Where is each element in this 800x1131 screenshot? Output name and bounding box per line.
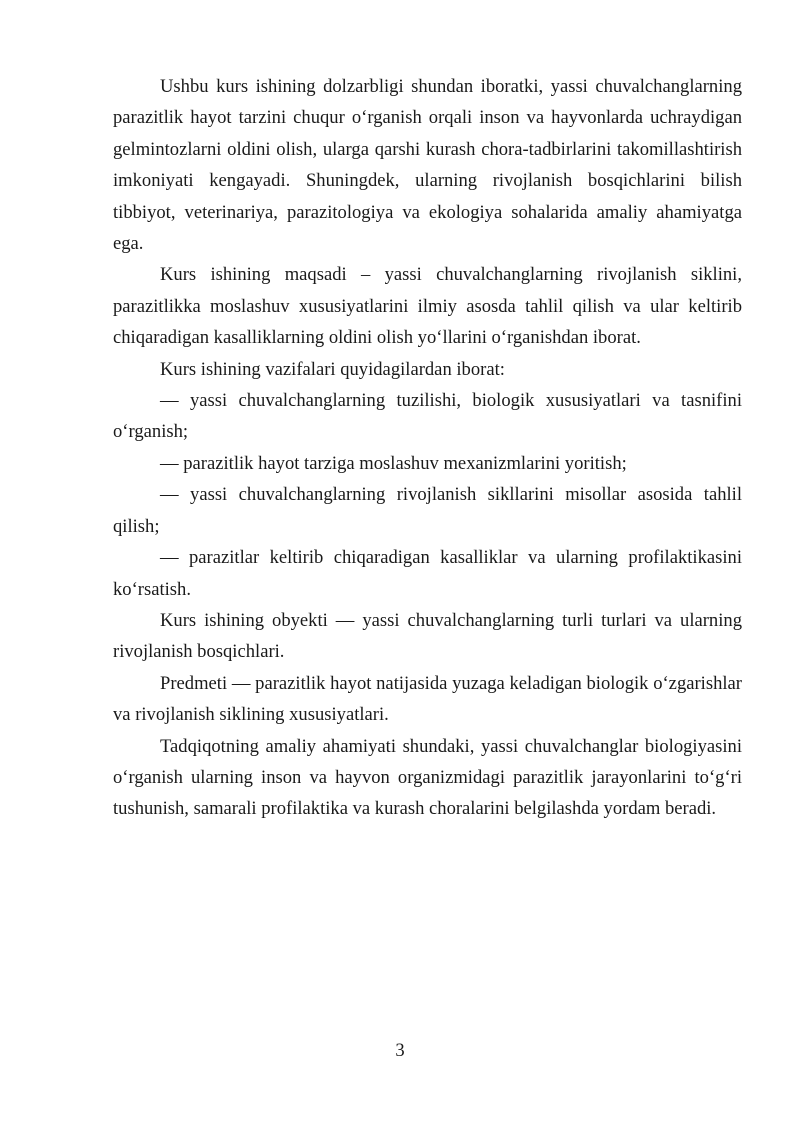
paragraph-practical-significance: Tadqiqotning amaliy ahamiyati shundaki, yassi chuvalchanglar biologiyasini o‘rganish ularning inson va hayvon organizmidagi parazitlik jarayonlarini to‘g‘ri tushunish, samarali profilaktika va kurash choralarini belgilashda yordam beradi.: [113, 735, 742, 820]
task-item: — parazitlik hayot tarziga moslashuv mexanizmlarini yoritish;: [160, 452, 627, 474]
task-item: — yassi chuvalchanglarning tuzilishi, biologik xususiyatlari va tasnifini o‘rganish;: [113, 390, 742, 443]
paragraph-tasks-intro: Kurs ishining vazifalari quyidagilardan iborat:: [160, 358, 505, 380]
paragraph-object: Kurs ishining obyekti — yassi chuvalchanglarning turli turlari va ularning rivojlanish bosqichlari.: [113, 609, 742, 663]
paragraph-goal: Kurs ishining maqsadi – yassi chuvalchanglarning rivojlanish siklini, parazitlikka moslashuv xususiyatlarini ilmiy asosda tahlil qilish va ular keltirib chiqaradigan kasalliklarning oldini olish yo‘llarini o‘rganishdan iborat.: [113, 264, 742, 349]
paragraph-relevance: Ushbu kurs ishining dolzarbligi shundan iboratki, yassi chuvalchanglarning parazitlik hayot tarzini chuqur o‘rganish orqali inson va hayvonlarda uchraydigan gelmintozlarni oldini olish, ularga qarshi kurash chora-tadbirlarini takomillashtirish imkoniyati kengayadi. Shuningdek, ularning rivojlanish bosqichlarini bilish tibbiyot, veterinariya, parazitologiya va ekologiya sohalarida amaliy ahamiyatga ega.: [113, 76, 742, 255]
task-item: — yassi chuvalchanglarning rivojlanish sikllarini misollar asosida tahlil qilish;: [113, 484, 742, 537]
paragraph-subject: Predmeti — parazitlik hayot natijasida yuzaga keladigan biologik o‘zgarishlar va rivojlanish siklining xususiyatlari.: [113, 672, 742, 726]
page-number: 3: [395, 1040, 405, 1061]
task-item: — parazitlar keltirib chiqaradigan kasalliklar va ularning profilaktikasini ko‘rsatish.: [113, 547, 742, 600]
page-body: [113, 71, 742, 825]
